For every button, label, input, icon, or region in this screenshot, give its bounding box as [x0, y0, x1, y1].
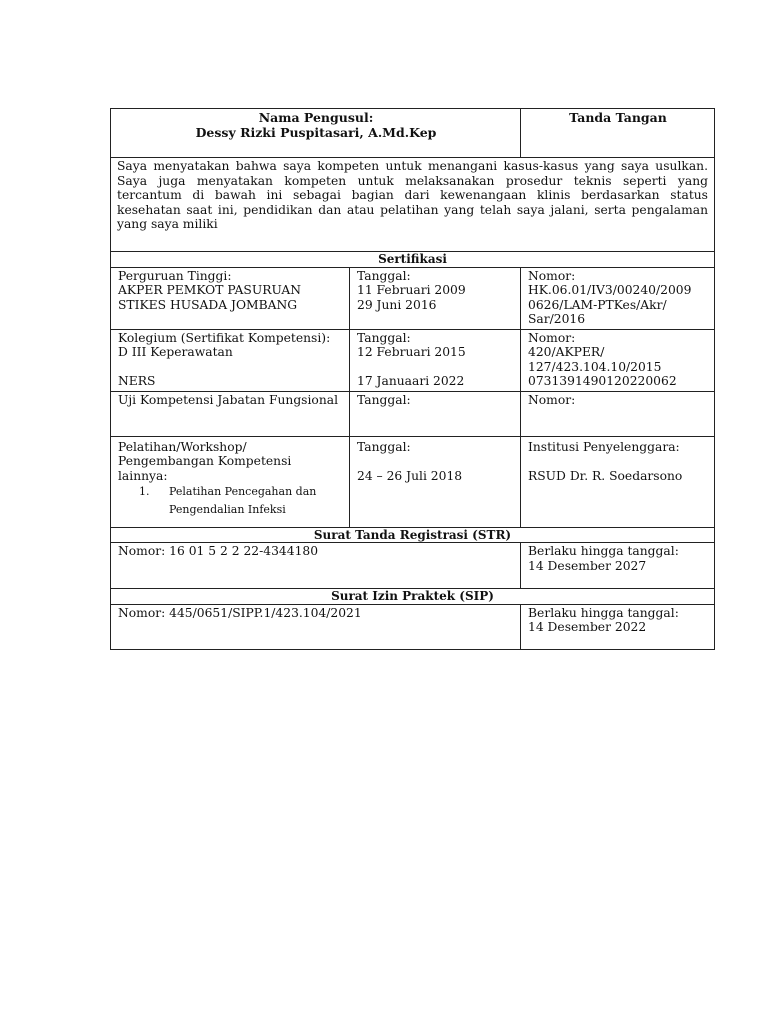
date-value: 24 – 26 Juli 2018 [357, 468, 463, 483]
uji-number-cell [521, 391, 715, 436]
perguruan-item: STIKES HUSADA JOMBANG [118, 297, 298, 312]
pelatihan-label: lainnya: [118, 468, 168, 483]
number-value: 0626/LAM-PTKes/Akr/ [528, 297, 667, 312]
list-number: 1. [139, 485, 150, 498]
kolegium-number-cell [521, 329, 715, 391]
str-valid-cell [521, 543, 715, 589]
clinical-privilege-form [110, 108, 714, 650]
row-sip [111, 604, 715, 649]
number-value: HK.06.01/IV3/00240/2009 [528, 283, 692, 297]
sip-number: Nomor: 445/0651/SIPP.1/423.104/2021 [118, 605, 362, 620]
uji-cell [111, 391, 350, 436]
row-uji-kompetensi [111, 391, 715, 436]
number-value: 420/AKPER/ [528, 345, 605, 359]
section-title-str: Surat Tanda Registrasi (STR) [111, 527, 715, 543]
date-label: Tanggal: [357, 439, 411, 454]
pelatihan-cell [111, 436, 350, 527]
kolegium-date-cell [350, 329, 521, 391]
statement-row [111, 158, 715, 252]
sip-valid-cell [521, 604, 715, 649]
valid-label: Berlaku hingga tanggal: [528, 605, 679, 620]
kolegium-cell [111, 329, 350, 391]
perguruan-cell [111, 267, 350, 329]
number-label: Nomor: [528, 268, 576, 283]
list-item-text: Pelatihan Pencegahan dan [169, 485, 317, 498]
institution-label: Institusi Penyelenggara: [528, 439, 680, 454]
section-title-sertifikasi: Sertifikasi [111, 252, 715, 268]
perguruan-date-cell [350, 267, 521, 329]
kolegium-item: NERS [118, 374, 156, 388]
header-row [111, 109, 715, 158]
sip-number-cell [111, 604, 521, 649]
section-sip [111, 589, 715, 605]
pelatihan-institution-cell [521, 436, 715, 527]
row-perguruan-tinggi [111, 267, 715, 329]
perguruan-label: Perguruan Tinggi: [118, 268, 232, 283]
pelatihan-label: Pelatihan/Workshop/ [118, 439, 247, 454]
section-title-sip: Surat Izin Praktek (SIP) [111, 589, 715, 605]
pelatihan-date-cell [350, 436, 521, 527]
proposer-label: Nama Pengusul: [258, 110, 374, 125]
valid-label: Berlaku hingga tanggal: [528, 544, 679, 558]
date-value: 29 Juni 2016 [357, 297, 437, 312]
list-item-text: Pengendalian Infeksi [169, 503, 286, 516]
signature-cell [521, 109, 715, 158]
list-item [118, 483, 343, 519]
proposer-cell [111, 109, 521, 158]
date-label: Tanggal: [357, 268, 411, 283]
perguruan-item: AKPER PEMKOT PASURUAN [118, 283, 302, 297]
date-value: 12 Februari 2015 [357, 345, 466, 359]
number-label: Nomor: [528, 392, 576, 407]
section-sertifikasi [111, 252, 715, 268]
valid-date: 14 Desember 2027 [528, 558, 647, 573]
number-value: 0731391490120220062 [528, 374, 677, 388]
statement-text: Saya menyatakan bahwa saya kompeten untuk menangani kasus-kasus yang saya usulkan. Saya juga menyatakan kompeten untuk melaksanakan prosedur teknis seperti yang tercantum di bawah ini sebagai bagian dari kewenangaan klinis berdasarkan status kesehatan saat ini, pendidikan dan atau pelatihan yang telah saya jalani, serta pengalaman yang saya miliki [111, 158, 715, 252]
kolegium-label: Kolegium (Sertifikat Kompetensi): [118, 330, 331, 345]
pelatihan-label: Pengembangan Kompetensi [118, 454, 292, 468]
date-value: 17 Januaari 2022 [357, 374, 465, 388]
signature-label: Tanda Tangan [569, 110, 667, 125]
uji-label: Uji Kompetensi Jabatan Fungsional [118, 392, 339, 407]
date-label: Tanggal: [357, 330, 411, 345]
date-label: Tanggal: [357, 392, 411, 407]
row-str [111, 543, 715, 589]
number-label: Nomor: [528, 330, 576, 345]
row-pelatihan [111, 436, 715, 527]
institution-value: RSUD Dr. R. Soedarsono [528, 468, 683, 483]
pelatihan-list [118, 483, 343, 519]
section-str [111, 527, 715, 543]
kolegium-item: D III Keperawatan [118, 345, 233, 359]
uji-date-cell [350, 391, 521, 436]
number-value: 127/423.104.10/2015 [528, 359, 662, 374]
row-kolegium [111, 329, 715, 391]
perguruan-number-cell [521, 267, 715, 329]
proposer-name: Dessy Rizki Puspitasari, A.Md.Kep [195, 124, 437, 140]
date-value: 11 Februari 2009 [357, 283, 466, 297]
number-value: Sar/2016 [528, 312, 586, 326]
form-table [110, 108, 715, 650]
valid-date: 14 Desember 2022 [528, 620, 647, 634]
str-number-cell [111, 543, 521, 589]
str-number: Nomor: 16 01 5 2 2 22-4344180 [118, 544, 319, 558]
